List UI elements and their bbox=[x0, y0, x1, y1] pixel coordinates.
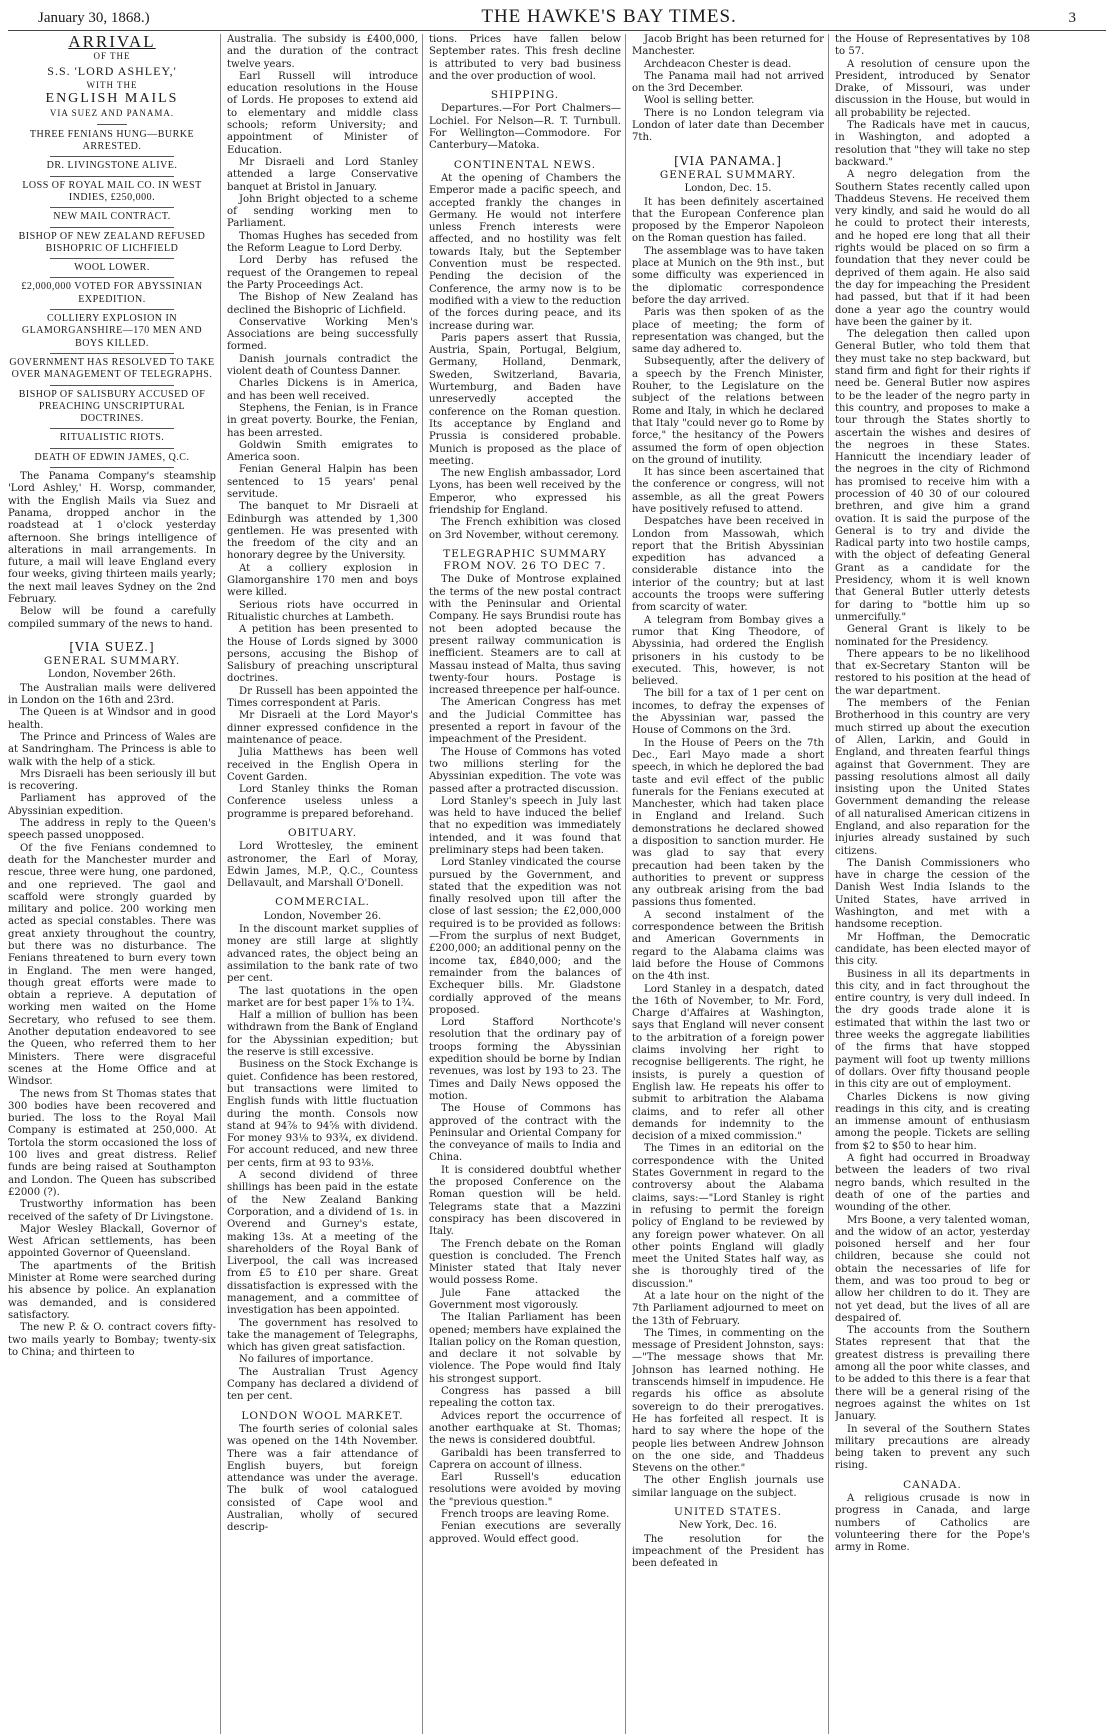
article-paragraph: The banquet to Mr Disraeli at Edinburgh was attended by 1,300 gentlemen. He was presented with the freedom of the city and an honorary degree by the University. bbox=[227, 501, 418, 562]
article-paragraph: tions. Prices have fallen below September rates. This fresh decline is attributed to very bad business and the over production of wool. bbox=[429, 34, 621, 82]
article-paragraph: Half a million of bullion has been withdrawn from the Bank of England for the Abyssinian expedition; but the reserve is still excessive. bbox=[227, 1010, 418, 1059]
article-paragraph: Australia. The subsidy is £400,000, and the duration of the contract twelve years. bbox=[227, 34, 418, 70]
headline-of-the: OF THE bbox=[93, 51, 131, 62]
article-paragraph: Earl Russell will introduce education resolutions in the House of Lords. He proposes to extend aid to elementary and middle class schools; reform University; and appointment of Minister of Education. bbox=[227, 70, 418, 156]
article-paragraph: The Times, in commenting on the message of President Johnston, says:—"The message shows that Mr. Johnson has learned nothing. He transcends himself in impudence. He regards his office as absolute sovereign to do their prerogatives. He has forfeited all respect. It is hard to say where the hope of the people lies between Andrew Johnson on the one side, and Thaddeus Stevens on the other." bbox=[632, 1327, 824, 1475]
article-paragraph: Below will be found a carefully compiled summary of the news to hand. bbox=[8, 606, 216, 630]
article-paragraph: A petition has been presented to the House of Lords signed by 3000 persons, accusing the Bishop of Salisbury of preaching unscriptural doctrines. bbox=[227, 624, 418, 685]
divider bbox=[50, 176, 175, 177]
section-telegraphic-summary: TELEGRAPHIC SUMMARY FROM NOV. 26 TO DEC 7. bbox=[443, 547, 607, 573]
divider bbox=[50, 277, 175, 278]
article-paragraph: Conservative Working Men's Associations are being successfully formed. bbox=[227, 316, 418, 353]
article-paragraph: Mr Hoffman, the Democratic candidate, has been elected mayor of this city. bbox=[835, 931, 1030, 968]
headline-item: COLLIERY EXPLOSION IN GLAMORGANSHIRE—170 MEN AND BOYS KILLED. bbox=[21, 313, 203, 349]
section-canada: CANADA. bbox=[903, 1478, 962, 1491]
article-paragraph: There is no London telegram via London of later date than December 7th. bbox=[632, 107, 824, 144]
article-paragraph: Dr Russell has been appointed the Times correspondent at Paris. bbox=[227, 685, 418, 710]
article-body bbox=[429, 173, 621, 542]
article-paragraph: Stephens, the Fenian, is in France in great poverty. Bourke, the Fenian, has been arrested. bbox=[227, 402, 418, 439]
article-paragraph: The Panama mail had not arrived on the 3rd December. bbox=[632, 70, 824, 95]
dateline: London, November 26. bbox=[263, 910, 382, 922]
article-paragraph: The Prince and Princess of Wales are at Sandringham. The Princess is able to walk with the help of a stick. bbox=[8, 731, 216, 768]
section-general-summary: GENERAL SUMMARY. bbox=[659, 168, 797, 181]
dateline: London, November 26th. bbox=[48, 669, 176, 681]
article-paragraph: A second instalment of the correspondence between the British and American Governments in regard to the Alabama claims was laid before the House of Commons on the 4th inst. bbox=[632, 909, 824, 983]
article-paragraph: The new English ambassador, Lord Lyons, has been well received by the Emperor, who expressed his friendship for England. bbox=[429, 468, 621, 516]
column-1 bbox=[8, 34, 221, 1734]
headline-item: WOOL LOWER. bbox=[74, 262, 150, 274]
article-paragraph: Despatches have been received in London from Massowah, which report that the British Abyssinian expedition has advanced a considerable distance into the interior of the country; but at last accounts the troops were suffering from scarcity of water. bbox=[632, 516, 824, 614]
article-paragraph: Parliament has approved of the Abyssinian expedition. bbox=[8, 793, 216, 817]
section-general-summary: GENERAL SUMMARY. bbox=[43, 655, 181, 668]
article-paragraph: French troops are leaving Rome. bbox=[441, 1509, 610, 1521]
headline-with-the: WITH THE bbox=[86, 79, 138, 90]
article-paragraph: Paris was then spoken of as the place of meeting; the form of representation was changed, but the same day adhered to. bbox=[632, 307, 824, 356]
article-paragraph: Lord Stanley's speech in July last was held to have induced the belief that no expedition was immediately intended, and it was found that preliminary steps had been taken. bbox=[429, 795, 621, 856]
article-paragraph: The American Congress has met and the Judicial Committee has presented a report in favour of the impeachment of the President. bbox=[429, 697, 621, 746]
article-paragraph: The Radicals have met in caucus, in Washington, and adopted a resolution that "they will take no step backward." bbox=[835, 120, 1030, 168]
headline-item: DEATH OF EDWIN JAMES, Q.C. bbox=[34, 451, 190, 463]
article-paragraph: At the opening of Chambers the Emperor made a pacific speech, and accepted frankly the changes in Germany. He would not interfere unless French interests were affected, and no hostility was felt towards Italy, but the September Convention must be respected. Pending the decision of the Conference, the army now is to be modified with a view to the reduction of the forces during peace, and its increase during war. bbox=[429, 172, 621, 332]
article-paragraph: Of the five Fenians condemned to death for the Manchester murder and rescue, three were hung, one pardoned, and one reprieved. The gaol and scaffold were strongly guarded by military and police. 200 working men acted as special constables. There was great anxiety throughout the country, but there was no disturbance. The Fenians threatened to burn every town in England. The men were hanged, though great efforts were made to obtain a reprieve. A deputation of working men waited on the Home Secretary, who refused to see them. Another deputation endeavored to see the Queen, who referred them to her Ministers. There were disgraceful scenes at the Home Office and at Windsor. bbox=[8, 842, 216, 1088]
article-paragraph: The last quotations in the open market are for best paper 1⅝ to 1¾. bbox=[227, 985, 418, 1009]
article-paragraph: The news from St Thomas states that 300 bodies have been recovered and buried. The loss to the Royal Mail Company is estimated at 250,000. At Tortola the storm occasioned the loss of 100 lives and great distress. Relief funds are being raised at Southampton and London. The Queen has subscribed £2000 (?). bbox=[8, 1088, 216, 1198]
article-paragraph: The Australian mails were delivered in London on the 16th and 23rd. bbox=[8, 682, 216, 707]
article-body bbox=[632, 34, 824, 145]
article-paragraph: At a late hour on the night of the 7th Parliament adjourned to meet on the 13th of February. bbox=[632, 1290, 824, 1327]
headline-ship: S.S. 'LORD ASHLEY,' bbox=[47, 63, 177, 78]
section-shipping: SHIPPING. bbox=[490, 89, 560, 102]
article-paragraph: Mrs Disraeli has been seriously ill but is recovering. bbox=[8, 768, 216, 793]
article-paragraph: The assemblage was to have taken place at Munich on the 9th inst., but some difficulty was experienced in the diplomatic correspondence before the day arrived. bbox=[632, 245, 824, 306]
divider bbox=[50, 309, 175, 310]
article-paragraph: The new P. & O. contract covers fifty-two mails yearly to Bombay; twenty-six to China; and thirteen to bbox=[8, 1322, 216, 1358]
divider bbox=[50, 385, 175, 386]
article-paragraph: Major Wesley Blackall, Governor of West African settlements, has been appointed Governor of Queensland. bbox=[8, 1223, 216, 1260]
article-paragraph: Lord Stafford Northcote's resolution that the ordinary pay of troops forming the Abyssinian expedition should be borne by Indian revenues, was lost by 193 to 23. The Times and Daily News opposed the motion. bbox=[429, 1017, 621, 1102]
article-paragraph: General Grant is likely to be nominated for the Presidency. bbox=[835, 624, 1030, 648]
article-paragraph: Lord Stanley vindicated the course pursued by the Government, and stated that the expedition was not finally resolved upon till after the close of last session; the £2,000,000 required is to be provided as follows:—From the surplus of next Budget, £200,000; an additional penny on the income tax, £840,000; and the remainder from the balances of Exchequer bills. Mr. Gladstone cordially approved of the means proposed. bbox=[429, 857, 621, 1016]
article-paragraph: Congress has passed a bill repealing the cotton tax. bbox=[429, 1386, 621, 1410]
article-body bbox=[835, 34, 1030, 1473]
article-paragraph: At a colliery explosion in Glamorganshire 170 men and boys were killed. bbox=[227, 562, 418, 599]
headline-item: RITUALISTIC RIOTS. bbox=[59, 432, 165, 444]
article-paragraph: Trustworthy information has been received of the safety of Dr Livingstone. bbox=[8, 1199, 216, 1223]
article-paragraph: Earl Russell's education resolutions were avoided by moving the "previous question." bbox=[429, 1472, 621, 1508]
article-paragraph: Business on the Stock Exchange is quiet. Confidence has been restored, but transactions were limited to English funds with little fluctuation during the month. Consols now stand at 94⅞ to 94⅝ with dividend. For money 93⅛ to 93¾, ex dividend. For account reduced, and new three per cents, firm at 93 to 93⅛. bbox=[227, 1059, 418, 1169]
divider bbox=[50, 258, 175, 259]
article-body bbox=[632, 197, 824, 1500]
column-5 bbox=[835, 34, 1034, 1734]
article-paragraph: Paris papers assert that Russia, Austria, Spain, Portugal, Belgium, Germany, Holland, Denmark, Sweden, Switzerland, Bavaria, Wurtemburg, and Baden have unreservedly accepted the conference on the Roman question. Its acceptance by England and Prussia is considered probable. Munich is proposed as the place of meeting. bbox=[429, 332, 621, 467]
headline-item: NEW MAIL CONTRACT. bbox=[53, 211, 171, 223]
article-paragraph: Charles Dickens is now giving readings in this city, and is creating an immense amount of enthusiasm among the people. Tickets are selling from $2 to $50 to hear him. bbox=[835, 1091, 1030, 1152]
article-paragraph: Mr Disraeli and Lord Stanley attended a large Conservative banquet at Bristol in January. bbox=[227, 156, 418, 193]
article-paragraph: The French exhibition was closed on 3rd November, without ceremony. bbox=[429, 517, 621, 541]
article-paragraph: In the discount market supplies of money are still large at slightly advanced rates, the object being an assimilation to the bank rate of two per cent. bbox=[227, 924, 418, 985]
issue-date: January 30, 1868.) bbox=[38, 10, 150, 26]
article-paragraph: A religious crusade is now in progress in Canada, and large numbers of Catholics are volunteering there for the Pope's army in Rome. bbox=[835, 1493, 1030, 1554]
divider bbox=[50, 448, 175, 449]
article-paragraph: Garibaldi has been transferred to Caprera on account of illness. bbox=[429, 1447, 621, 1471]
article-paragraph: The government has resolved to take the management of Telegraphs, which has given great satisfaction. bbox=[227, 1317, 418, 1354]
column-4 bbox=[632, 34, 829, 1734]
article-paragraph: The resolution for the impeachment of the President has been defeated in bbox=[632, 1533, 824, 1570]
article-paragraph: the House of Representatives by 108 to 57. bbox=[835, 34, 1030, 58]
article-paragraph: It is considered doubtful whether the proposed Conference on the Roman question will be held. Telegrams state that a Mazzini conspiracy has been discovered in Italy. bbox=[429, 1164, 621, 1238]
divider bbox=[50, 156, 175, 157]
article-paragraph: John Bright objected to a scheme of sending working men to Parliament. bbox=[227, 193, 418, 230]
article-paragraph: Jule Fane attacked the Government most vigorously. bbox=[429, 1287, 621, 1311]
section-wool-market: LONDON WOOL MARKET. bbox=[241, 1409, 404, 1422]
article-paragraph: Charles Dickens is in America, and has been well received. bbox=[227, 378, 418, 402]
article-paragraph: A telegram from Bombay gives a rumor that King Theodore, of Abyssinia, had ordered the English prisoners in his custody to be executed. This, however, is not believed. bbox=[632, 614, 824, 688]
divider bbox=[50, 227, 175, 228]
section-via-panama: [VIA PANAMA.] bbox=[674, 153, 782, 168]
article-paragraph: The Danish Commissioners who have in charge the cession of the Danish West India Islands to the United States, have arrived in Washington, and met with a handsome reception. bbox=[835, 857, 1030, 931]
article-paragraph: Mr Disraeli at the Lord Mayor's dinner expressed confidence in the maintenance of peace. bbox=[227, 710, 418, 746]
article-body bbox=[429, 574, 621, 1545]
article-paragraph: Archdeacon Chester is dead. bbox=[644, 58, 792, 70]
article-paragraph: A negro delegation from the Southern States recently called upon Thaddeus Stevens. He received them very kindly, and said he would do all he could to protect their interests, and he hoped ere long that all their rights would be placed on so firm a foundation that they never could be deprived of them again. He also said the day for impeaching the President had passed, but that if it had been done a year ago the country would have been the gainer by it. bbox=[835, 169, 1030, 328]
dateline: New York, Dec. 16. bbox=[678, 1520, 778, 1532]
article-paragraph: Wool is selling better. bbox=[644, 95, 755, 107]
headline-item: THREE FENIANS HUNG—BURKE ARRESTED. bbox=[29, 128, 195, 153]
article-paragraph: It has since been ascertained that the conference or congress, will not assemble, as all the great Powers have positively refused to attend. bbox=[632, 467, 824, 515]
section-continental-news: CONTINENTAL NEWS. bbox=[453, 158, 597, 171]
headline-item: BISHOP OF NEW ZEALAND REFUSED BISHOPRIC OF LICHFIELD bbox=[18, 230, 206, 254]
headline-arrival: ARRIVAL bbox=[68, 34, 156, 51]
article-paragraph: A resolution of censure upon the President, introduced by Senator Drake, of Missouri, was under discussion in the House, but would in all probability be rejected. bbox=[835, 58, 1030, 119]
article-paragraph: The Queen is at Windsor and in good health. bbox=[8, 707, 216, 731]
article-paragraph: Thomas Hughes has seceded from the Reform League to Lord Derby. bbox=[227, 230, 418, 255]
masthead bbox=[8, 6, 1106, 31]
article-paragraph: Jacob Bright has been returned for Manchester. bbox=[632, 34, 824, 58]
headline-route: VIA SUEZ AND PANAMA. bbox=[49, 108, 175, 119]
article-paragraph: The Panama Company's steamship 'Lord Ashley,' H. Worsp, commander, with the English Mails via Suez and Panama, dropped anchor in the roadstead at 1 o'clock yesterday afternoon. She brings intelligence of alterations in mail arrangements. In future, a mail will leave England every four weeks, giving thirteen mails yearly; the next mail leaves Sydney on the 2nd February. bbox=[8, 471, 216, 605]
article-paragraph: Serious riots have occurred in Ritualistic churches at Lambeth. bbox=[227, 599, 418, 623]
headline-item: DR. LIVINGSTONE ALIVE. bbox=[46, 160, 178, 172]
article-paragraph: In several of the Southern States military precautions are already being taken to prevent any such rising. bbox=[835, 1423, 1030, 1472]
divider bbox=[50, 467, 175, 468]
article-paragraph: The apartments of the British Minister at Rome were searched during his absence by police. An explanation was demanded, and is considered satisfactory. bbox=[8, 1260, 216, 1321]
dateline: London, Dec. 15. bbox=[684, 183, 772, 195]
article-paragraph: The fourth series of colonial sales was opened on the 14th November. There was a fair attendance of English buyers, but foreign attendance was under the average. The bulk of wool catalogued consisted of Cape wool and Australian, wholly of secured descrip- bbox=[227, 1423, 418, 1534]
article-paragraph: Lord Wrottesley, the eminent astronomer, the Earl of Moray, Edwin James, M.P., Q.C., Countess Dellavault, and Marshall O'Donell. bbox=[227, 841, 418, 890]
article-paragraph: A second dividend of three shillings has been paid in the estate of the New Zealand Banking Corporation, and a dividend of 1s. in Overend and Gurney's estate, making 13s. At a meeting of the shareholders of the Royal Bank of Liverpool, the call was increased from £5 to £10 per share. Great dissatisfaction is expressed with the management, and a committee of investigation has been appointed. bbox=[227, 1170, 418, 1317]
article-paragraph: Fenian General Halpin has been sentenced to 15 years' penal servitude. bbox=[227, 464, 418, 500]
article-paragraph: The House of Commons has approved of the contract with the Peninsular and Oriental Company for the conveyance of mails to India and China. bbox=[429, 1103, 621, 1164]
article-paragraph: The Times in an editorial on the correspondence with the United States Government in regard to the controversy about the Alabama claims, says:—"Lord Stanley is right in refusing to permit the foreign policy of England to be reviewed by any foreign power whatever. On all other points England will gladly meet the United States half way, as she is thoroughly tired of the discussion." bbox=[632, 1143, 824, 1290]
headline-item: BISHOP OF SALISBURY ACCUSED OF PREACHING UNSCRIPTURAL DOCTRINES. bbox=[18, 388, 206, 425]
section-commercial: COMMERCIAL. bbox=[275, 896, 370, 909]
article-paragraph: Danish journals contradict the violent death of Countess Danner. bbox=[227, 353, 418, 378]
article-paragraph: The French debate on the Roman question is concluded. The French Minister stated that Italy never would possess Rome. bbox=[429, 1238, 621, 1287]
article-paragraph: The delegation then called upon General Butler, who told them that they must take no step backward, but stand firm and fight for their rights if need be. General Butler now aspires to be the leader of the negro party in this country, and proposes to make a tour through the States shortly to ascertain the wishes and desires of the negroes in these States. Hannicutt the incendiary leader of the negroes in the city of Richmond has promised to receive him with a procession of 40 30 of our coloured brethren, and give him a grand ovation. It is said the purpose of the General is to try and divide the Radical party into two hostile camps, with the object of defeating General Grant as a candidate for the Presidency, whom it is well known that General Butler utterly detests for daring to "bottle him up so unmercifully." bbox=[835, 329, 1030, 623]
article-paragraph: Goldwin Smith emigrates to America soon. bbox=[227, 439, 418, 464]
article-paragraph: Fenian executions are severally approved. Would effect good. bbox=[429, 1521, 621, 1545]
article-paragraph: Departures.—For Port Chalmers—Lochiel. For Nelson—R. T. Turnbull. For Wellington—Commodore. For Canterbury—Matoka. bbox=[429, 103, 621, 152]
article-paragraph: A fight had occurred in Broadway between the leaders of two rival negro bands, which resulted in the death of one of the parties and wounding of the other. bbox=[835, 1153, 1030, 1214]
headline-item: LOSS OF ROYAL MAIL CO. IN WEST INDIES, £250,000. bbox=[22, 179, 202, 203]
section-united-states: UNITED STATES. bbox=[673, 1506, 783, 1519]
article-paragraph: Lord Stanley thinks the Roman Conference useless unless a programme is prepared beforehand. bbox=[227, 784, 418, 820]
newspaper-title: THE HAWKE'S BAY TIMES. bbox=[481, 6, 737, 27]
headline-item: £2,000,000 VOTED FOR ABYSSINIAN EXPEDITION. bbox=[21, 281, 203, 305]
divider bbox=[50, 207, 175, 208]
article-paragraph: No failures of importance. bbox=[239, 1354, 374, 1366]
divider bbox=[97, 124, 127, 125]
divider bbox=[50, 353, 175, 354]
article-paragraph: The House of Commons has voted two millions sterling for the Abyssinian expedition. The vote was passed after a protracted discussion. bbox=[429, 746, 621, 795]
article-paragraph: The Australian Trust Agency Company has declared a dividend of ten per cent. bbox=[227, 1366, 418, 1403]
article-body bbox=[227, 34, 418, 821]
headline-item: GOVERNMENT HAS RESOLVED TO TAKE OVER MANAGEMENT OF TELEGRAPHS. bbox=[9, 356, 215, 381]
article-paragraph: It has been definitely ascertained that the European Conference plan proposed by the Emperor Napoleon on the Roman question has failed. bbox=[632, 196, 824, 245]
headline-english-mails: ENGLISH MAILS bbox=[45, 91, 179, 107]
article-body bbox=[8, 683, 216, 1359]
article-paragraph: Business in all its departments in this city, and in fact throughout the entire country, is very dull indeed. In the dry goods trade alone it is estimated that within the last two or three weeks the aggregate liabilities of the firms that have stopped payment will foot up twenty millions of dollars. Over fifty thousand people in this city are out of employment. bbox=[835, 968, 1030, 1091]
article-paragraph: Lord Derby has refused the request of the Orangemen to repeal the Party Proceedings Act. bbox=[227, 255, 418, 291]
section-via-suez: [VIA SUEZ.] bbox=[69, 639, 155, 654]
article-paragraph: The bill for a tax of 1 per cent on incomes, to defray the expenses of the Abyssinian war, passed the House of Commons on the 3rd. bbox=[632, 688, 824, 737]
article-paragraph: Mrs Boone, a very talented woman, and the widow of an actor, yesterday poisoned herself and her four children, because she could not obtain the necessaries of life for them, and was too proud to beg or allow her children to do it. They are not yet dead, but the lives of all are despaired of. bbox=[835, 1214, 1030, 1324]
article-paragraph: Julia Matthews has been well received in the English Opera in Covent Garden. bbox=[227, 747, 418, 783]
article-paragraph: In the House of Peers on the 7th Dec., Earl Mayo made a short speech, in which he deplored the bad taste and evil effect of the public funerals for the Fenians executed at Manchester, which had taken place in England and Ireland. Such demonstrations he declared showed a disposition to sanction murder. He was glad to say that every precaution had been taken by the authorities to prevent or suppress any outbreak arising from the bad passions thus fomented. bbox=[632, 737, 824, 909]
article-paragraph: The Duke of Montrose explained the terms of the new postal contract with the Peninsular and Oriental Company. He says Brundisi route has not been adopted because the present railway communication is inefficient. Steamers are to call at Massau instead of Malta, thus saving twenty-four hours. Postage is increased threepence per half-ounce. bbox=[429, 574, 621, 697]
page-number: 3 bbox=[1068, 10, 1076, 26]
divider bbox=[50, 428, 175, 429]
column-3 bbox=[429, 34, 626, 1734]
headline-list bbox=[8, 129, 216, 468]
article-body bbox=[227, 924, 418, 1404]
column-2 bbox=[227, 34, 423, 1734]
article-paragraph: The accounts from the Southern States represent that that the greatest distress is prevailing there among all the poor white classes, and to be added to this there is a fear that there will be a general rising of the negroes against the whites on 1st January. bbox=[835, 1325, 1030, 1423]
article-paragraph: The Bishop of New Zealand has declined the Bishopric of Lichfield. bbox=[227, 292, 418, 316]
article-paragraph: The Italian Parliament has been opened; members have explained the Italian policy on the Roman question, and declare it not solvable by violence. The Pope would find Italy his strongest support. bbox=[429, 1312, 621, 1385]
article-paragraph: Lord Stanley in a despatch, dated the 16th of November, to Mr. Ford, Charge d'Affaires at Washington, says that England will never consent to the arbitration of a foreign power claims involving her right to recognise belligerents. The right, he insists, is purely a question of English law. He repeats his offer to submit to arbitration the Alabama claims, and to refer all other demands for indemnity to the decision of a mixed commission." bbox=[632, 983, 824, 1143]
article-paragraph: Advices report the occurrence of another earthquake at St. Thomas; the news is considered doubtful. bbox=[429, 1410, 621, 1447]
article-paragraph: There appears to be no likelihood that ex-Secretary Stanton will be restored to his position at the head of the war department. bbox=[835, 648, 1030, 697]
article-paragraph: The members of the Fenian Brotherhood in this country are very much stirred up about the execution of Allen, Larkin, and Gould in England, and threaten fearful things against that Government. They are passing resolutions almost all daily insisting upon the United States Government demanding the release of all naturalised American citizens in England, and also reparation for the injuries already sustained by such citizens. bbox=[835, 698, 1030, 857]
article-paragraph: The other English journals use similar language on the subject. bbox=[632, 1475, 824, 1499]
section-obituary: OBITUARY. bbox=[287, 827, 358, 839]
article-paragraph: Subsequently, after the delivery of a speech by the French Minister, Rouher, to the Legislature on the subject of the relations between Rome and Italy, in which he declared that Italy "could never go to Rome by force," the hesitancy of the Powers assumed the form of open objection on the ground of inutility. bbox=[632, 356, 824, 466]
article-paragraph: The address in reply to the Queen's speech passed unopposed. bbox=[8, 818, 216, 842]
